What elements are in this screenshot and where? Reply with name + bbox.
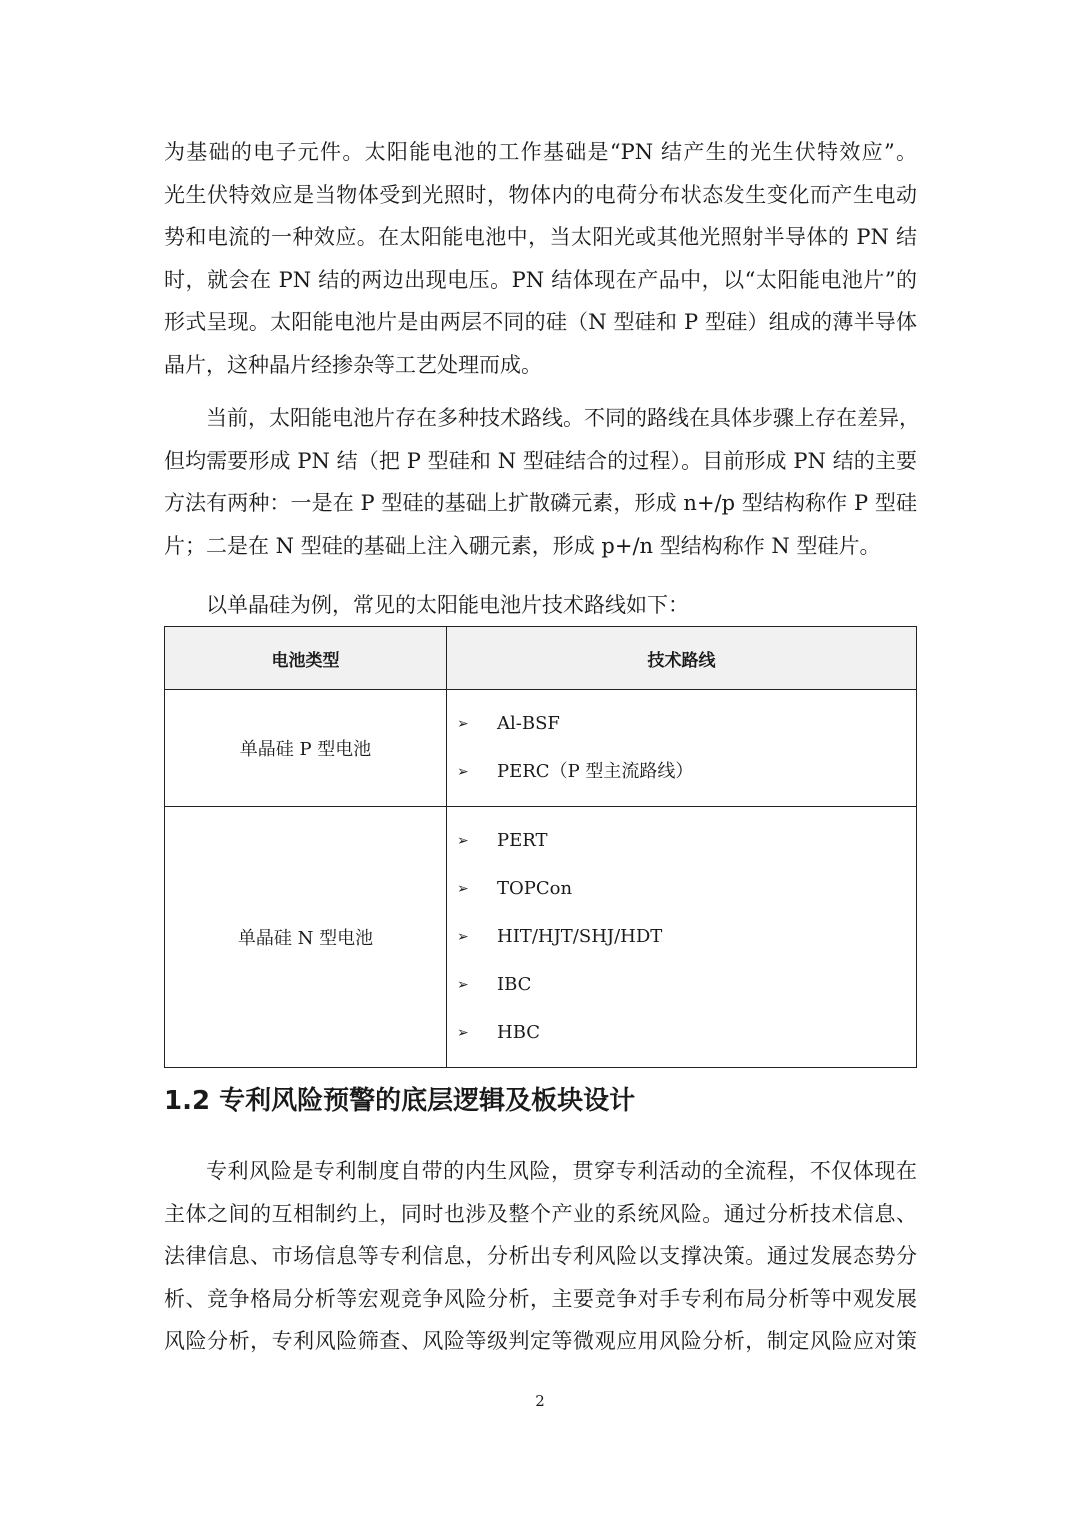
arrowhead-bullet-icon: ➢ (457, 716, 469, 732)
paragraph-table-intro (164, 584, 917, 627)
route-list (447, 807, 916, 1067)
arrowhead-bullet-icon: ➢ (457, 764, 469, 780)
route-label: Al-BSF (497, 713, 560, 734)
route-label: HBC (497, 1022, 541, 1043)
column-header-route: 技术路线 (447, 627, 917, 690)
route-label: PERC（P 型主流路线） (497, 761, 694, 782)
table-row (165, 690, 917, 807)
route-cell (447, 690, 917, 807)
table-header-row (165, 627, 917, 690)
page-number: 2 (535, 1392, 545, 1410)
column-header-cell-type: 电池类型 (165, 627, 447, 690)
arrowhead-bullet-icon: ➢ (457, 1025, 469, 1041)
text-line: 为基础的电子元件。太阳能电池的工作基础是“PN 结产生的光生伏特效应”。 (164, 140, 917, 164)
text-line: 专利风险是专利制度自带的内生风险，贯穿专利活动的全流程，不仅体现在 (206, 1159, 917, 1183)
text-line: 形式呈现。太阳能电池片是由两层不同的硅（N 型硅和 P 型硅）组成的薄半导体 (164, 310, 917, 334)
arrowhead-bullet-icon: ➢ (457, 833, 469, 849)
list-item (457, 865, 916, 913)
arrowhead-bullet-icon: ➢ (457, 929, 469, 945)
text-line: 时，就会在 PN 结的两边出现电压。PN 结体现在产品中，以“太阳能电池片”的 (164, 267, 917, 292)
route-label: PERT (497, 830, 548, 851)
text-line: 以单晶硅为例，常见的太阳能电池片技术路线如下： (206, 593, 689, 617)
cell-technology-table (164, 626, 917, 1068)
paragraph-patent-risk (164, 1150, 917, 1363)
route-label: TOPCon (497, 878, 573, 899)
paragraph-technology-routes (164, 397, 920, 567)
arrowhead-bullet-icon: ➢ (457, 977, 469, 993)
arrowhead-bullet-icon: ➢ (457, 881, 469, 897)
list-item (457, 913, 916, 961)
section-heading: 1.2 专利风险预警的底层逻辑及板块设计 (164, 1086, 636, 1116)
list-item (457, 748, 916, 796)
text-line: 法律信息、市场信息等专利信息，分析出专利风险以支撑决策。通过发展态势分 (164, 1244, 917, 1268)
table-row (165, 807, 917, 1068)
list-item (457, 961, 916, 1009)
cell-type-p: 单晶硅 P 型电池 (165, 690, 447, 807)
text-line: 风险分析，专利风险筛查、风险等级判定等微观应用风险分析，制定风险应对策 (164, 1329, 917, 1353)
paragraph-pn-junction (164, 131, 917, 386)
text-line: 势和电流的一种效应。在太阳能电池中，当太阳光或其他光照射半导体的 PN 结 (164, 225, 917, 249)
route-label: HIT/HJT/SHJ/HDT (497, 926, 663, 947)
list-item (457, 1009, 916, 1057)
text-line: 光生伏特效应是当物体受到光照时，物体内的电荷分布状态发生变化而产生电动 (164, 182, 917, 207)
text-line: 析、竞争格局分析等宏观竞争风险分析，主要竞争对手专利布局分析等中观发展 (164, 1286, 917, 1311)
list-item (457, 700, 916, 748)
text-line: 方法有两种：一是在 P 型硅的基础上扩散磷元素，形成 n+/p 型结构称作 P 型硅 (164, 491, 917, 515)
text-line: 当前，太阳能电池片存在多种技术路线。不同的路线在具体步骤上存在差异， (206, 406, 920, 430)
list-item (457, 817, 916, 865)
route-cell (447, 807, 917, 1068)
route-list (447, 690, 916, 806)
cell-type-n: 单晶硅 N 型电池 (165, 807, 447, 1068)
text-line: 但均需要形成 PN 结（把 P 型硅和 N 型硅结合的过程）。目前形成 PN 结的主要 (164, 448, 917, 473)
text-line: 片；二是在 N 型硅的基础上注入硼元素，形成 p+/n 型结构称作 N 型硅片。 (164, 533, 881, 558)
route-label: IBC (497, 974, 532, 995)
text-line: 晶片，这种晶片经掺杂等工艺处理而成。 (164, 352, 542, 377)
text-line: 主体之间的互相制约上，同时也涉及整个产业的系统风险。通过分析技术信息、 (164, 1201, 917, 1226)
